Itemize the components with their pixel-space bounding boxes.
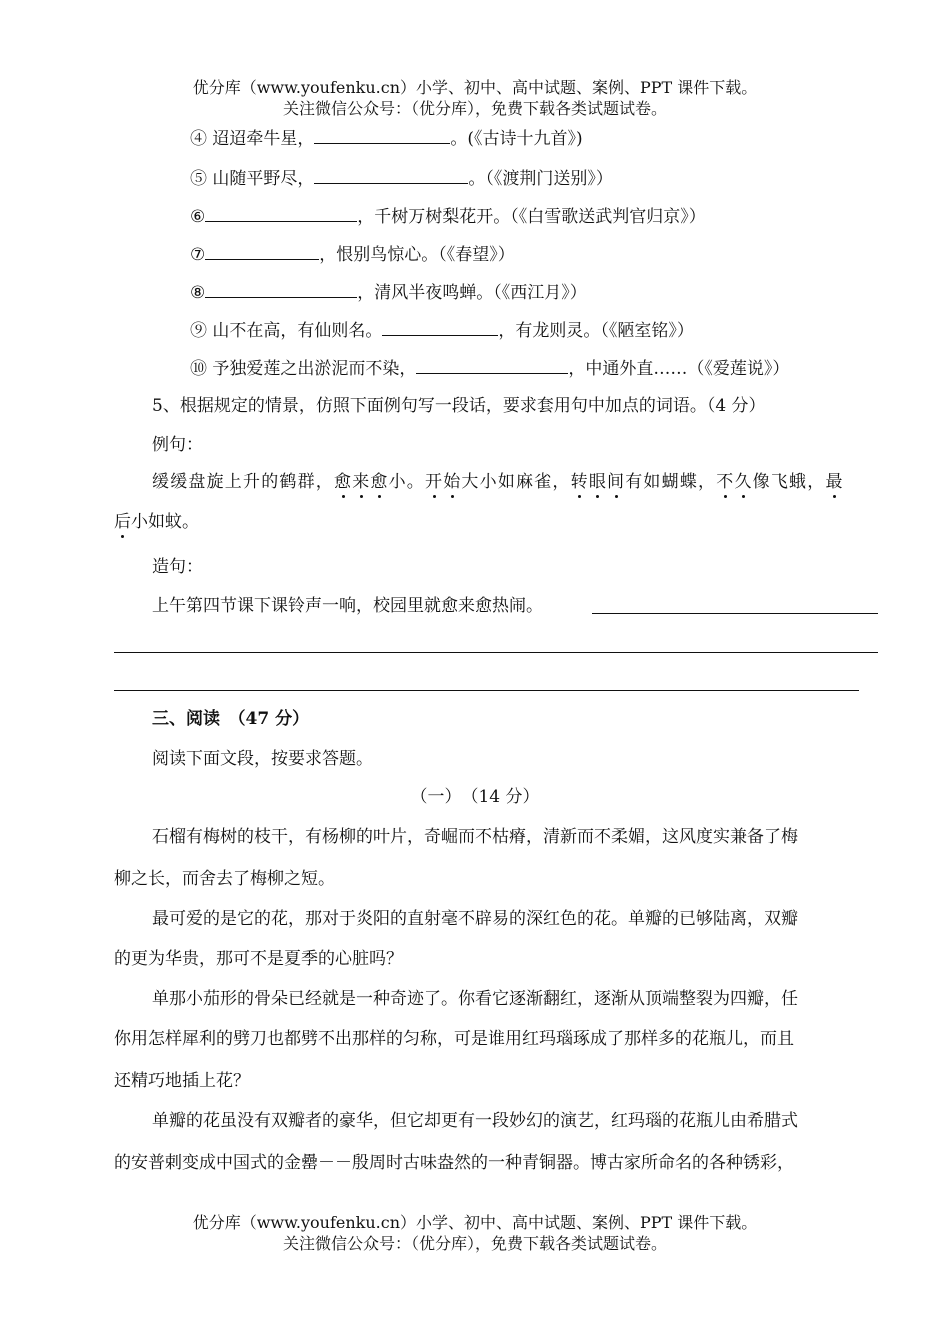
dotted-word: 转眼间 (570, 472, 626, 492)
answer-blank[interactable] (382, 319, 498, 336)
answer-line[interactable] (114, 690, 859, 691)
poem-line-5: ⑤ 山随平野尽， 。（《渡荆门送别》） (190, 169, 613, 189)
answer-blank[interactable] (314, 127, 450, 144)
poem-line-8: ⑧ ，清风半夜鸣蝉。（《西江月》） (190, 283, 587, 303)
example-label: 例句： (152, 435, 203, 455)
poem-line-7: ⑦ ，恨别鸟惊心。（《春望》） (190, 245, 515, 265)
header-line-1: 优分库（www.youfenku.cn）小学、初中、高中试题、案例、PPT 课件下载。 (192, 78, 758, 97)
para-3-line-1: 单那小茄形的骨朵已经就是一种奇迹了。你看它逐渐翻红，逐渐从顶端整裂为四瓣，任 (152, 989, 798, 1009)
poem-line-9: ⑨ 山不在高，有仙则名。 ，有龙则灵。（《陋室铭》） (190, 321, 694, 341)
dotted-word: 后 (114, 512, 131, 532)
poem-line-10: ⑩ 予独爱莲之出淤泥而不染， ，中通外直……（《爱莲说》） (190, 359, 790, 379)
part-title: （一） （14 分） (410, 787, 540, 807)
answer-blank[interactable] (205, 281, 357, 298)
poem-line-4: ④ 迢迢牵牛星， 。(《古诗十九首》) (190, 129, 583, 149)
footer-line-1: 优分库（www.youfenku.cn）小学、初中、高中试题、案例、PPT 课件下载。 (192, 1213, 758, 1232)
para-4-line-1: 单瓣的花虽没有双瓣者的豪华，但它却更有一段妙幻的演艺，红玛瑙的花瓶儿由希腊式 (152, 1111, 798, 1131)
dotted-word: 最 (825, 472, 844, 492)
dotted-word: 愈来愈 (334, 472, 389, 492)
dotted-word: 开始 (425, 472, 462, 492)
section-heading: 三、阅读 （47 分） (152, 709, 310, 729)
make-sentence-start: 上午第四节课下课铃声一响，校园里就愈来愈热闹。 (152, 596, 543, 616)
answer-blank[interactable] (205, 243, 319, 260)
para-1-line-1: 石榴有梅树的枝干，有杨柳的叶片，奇崛而不枯瘠，清新而不柔媚，这风度实兼备了梅 (152, 827, 798, 847)
header-line-2: 关注微信公众号：（优分库），免费下载各类试题试卷。 (282, 99, 667, 118)
q5-prompt: 5、根据规定的情景，仿照下面例句写一段话，要求套用句中加点的词语。（4 分） (152, 396, 766, 416)
poem-line-6: ⑥ ，千树万树梨花开。（《白雪歌送武判官归京》） (190, 207, 706, 227)
example-sentence-line-2: 后小如蚊。 (114, 512, 199, 532)
page-footer (0, 1212, 950, 1254)
reading-instruction: 阅读下面文段，按要求答题。 (152, 749, 373, 769)
page-header (0, 77, 950, 119)
para-2-line-1: 最可爱的是它的花，那对于炎阳的直射毫不辟易的深红色的花。单瓣的已够陆离，双瓣 (152, 909, 798, 929)
answer-blank[interactable] (416, 357, 568, 374)
para-3-line-3: 还精巧地插上花？ (114, 1071, 250, 1091)
answer-blank[interactable] (314, 167, 468, 184)
para-3-line-2: 你用怎样犀利的劈刀也都劈不出那样的匀称，可是谁用红玛瑙琢成了那样多的花瓶儿，而且 (114, 1029, 794, 1049)
dotted-word: 不久 (716, 472, 753, 492)
footer-line-2: 关注微信公众号：（优分库），免费下载各类试题试卷。 (282, 1234, 667, 1253)
para-4-line-2: 的安普剌变成中国式的金罍－－殷周时古味盎然的一种青铜器。博古家所命名的各种锈彩， (114, 1153, 794, 1173)
answer-line[interactable] (114, 652, 878, 653)
example-sentence-line-1: 缓缓盘旋上升的鹤群，愈来愈小。开始大小如麻雀，转眼间有如蝴蝶，不久像飞蛾，最 (152, 472, 844, 492)
para-2-line-2: 的更为华贵，那可不是夏季的心脏吗？ (114, 949, 403, 969)
answer-blank[interactable] (205, 205, 357, 222)
answer-line[interactable] (592, 613, 878, 614)
make-sentence-label: 造句： (152, 557, 203, 577)
para-1-line-2: 柳之长，而舍去了梅柳之短。 (114, 869, 335, 889)
